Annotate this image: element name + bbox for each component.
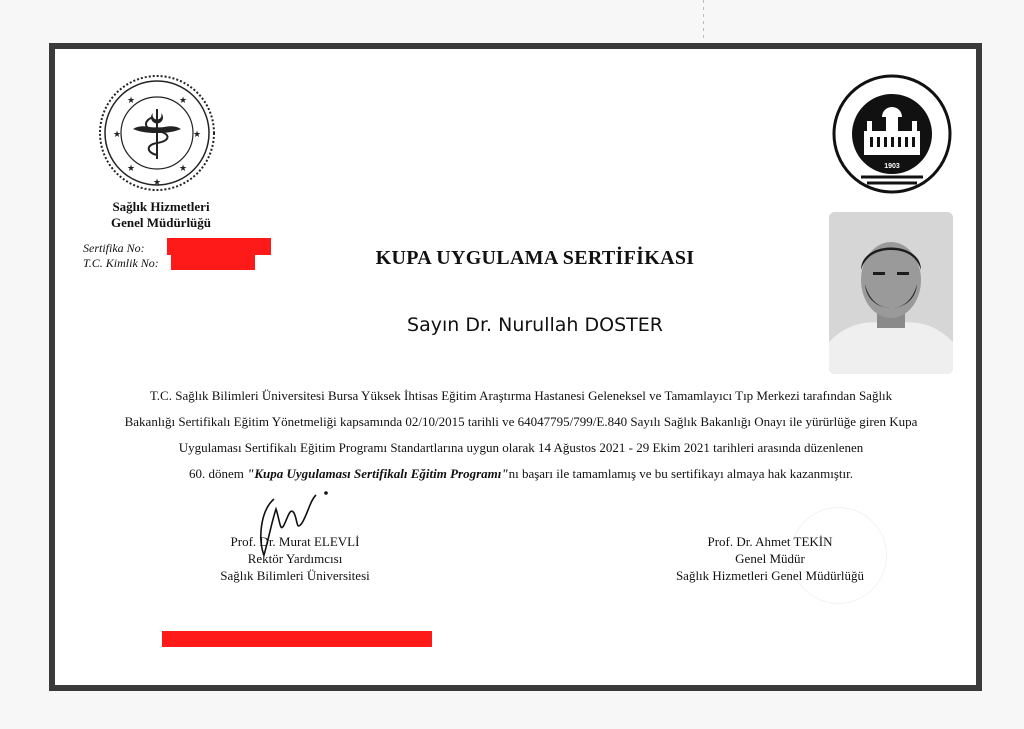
program-name: "Kupa Uygulaması Sertifikalı Eğitim Programı"	[247, 466, 509, 481]
body-line-4-prefix: 60. dönem	[188, 466, 248, 481]
ministry-name	[91, 199, 231, 231]
svg-text:★: ★	[153, 177, 162, 187]
university-seal-year: 1903	[884, 163, 900, 170]
svg-text:★: ★	[193, 129, 202, 139]
svg-text:★: ★	[127, 95, 136, 105]
ministry-seal-icon	[97, 73, 217, 193]
left-signatory	[195, 533, 395, 584]
certificate-number-label: Sertifika No:	[83, 241, 145, 255]
ministry-line-2: Genel Müdürlüğü	[110, 215, 212, 230]
tc-id-redaction	[171, 255, 255, 270]
right-signatory	[655, 533, 885, 584]
recipient-name: Sayın Dr. Nurullah DOSTER	[407, 314, 663, 336]
portrait-icon	[829, 212, 953, 374]
ministry-line-1: Sağlık Hizmetleri	[112, 199, 210, 214]
svg-text:★: ★	[179, 163, 188, 173]
body-line-4	[95, 461, 947, 487]
left-signatory-name: Prof. Dr. Murat ELEVLİ	[230, 534, 360, 549]
recipient-photo	[829, 212, 953, 374]
university-seal-icon	[831, 73, 953, 195]
body-line-3: Uygulaması Sertifikalı Eğitim Programı Standartlarına uygun olarak 14 Ağustos 2021 - 29 Ekim 2021 tarihleri arasında düzenlenen	[178, 440, 864, 455]
body-line-1: T.C. Sağlık Bilimleri Üniversitesi Bursa Yüksek İhtisas Eğitim Araştırma Hastanesi Geleneksel ve Tamamlayıcı Tıp Merkezi tarafından Sağlık	[149, 388, 893, 403]
tc-id-label: T.C. Kimlik No:	[83, 256, 159, 270]
body-line-2: Bakanlığı Sertifikalı Eğitim Yönetmeliği kapsamında 02/10/2015 tarihli ve 64047795/799/E.840 Sayılı Sağlık Bakanlığı Onayı ile yürürlüğe giren Kupa	[124, 414, 918, 429]
svg-text:★: ★	[179, 95, 188, 105]
certificate-number-redaction	[167, 238, 271, 255]
right-signatory-org: Sağlık Hizmetleri Genel Müdürlüğü	[675, 568, 865, 583]
svg-text:★: ★	[127, 163, 136, 173]
body-line-4-suffix: nı başarı ile tamamlamış ve bu sertifikayı almaya hak kazanmıştır.	[508, 466, 853, 481]
certificate-body	[95, 383, 947, 487]
certificate-title: KUPA UYGULAMA SERTİFİKASI	[375, 247, 695, 269]
certificate-frame	[49, 43, 982, 691]
scan-artifact-line	[703, 0, 704, 40]
footer-redaction	[162, 631, 432, 647]
left-signatory-title: Rektör Yardımcısı	[247, 551, 343, 566]
right-signatory-name: Prof. Dr. Ahmet TEKİN	[707, 534, 833, 549]
svg-text:★: ★	[113, 129, 122, 139]
left-signatory-org: Sağlık Bilimleri Üniversitesi	[220, 568, 370, 583]
right-signatory-title: Genel Müdür	[735, 551, 805, 566]
